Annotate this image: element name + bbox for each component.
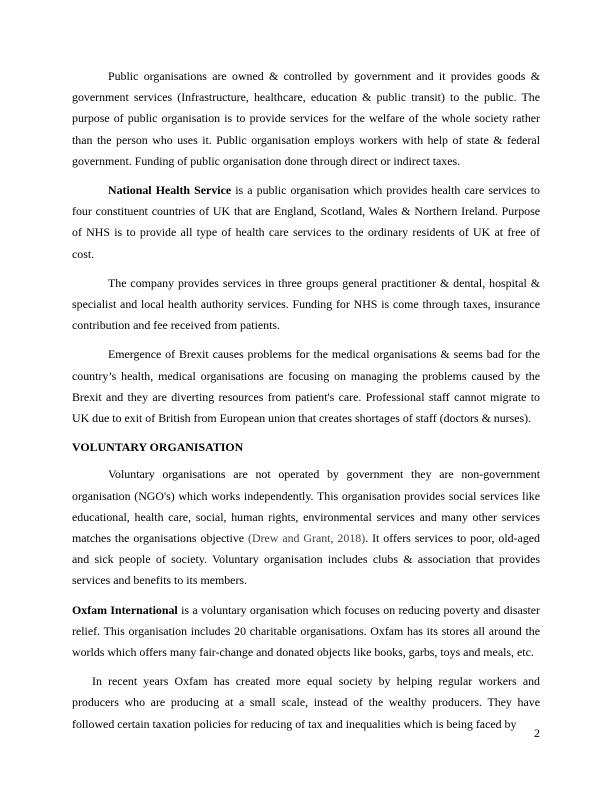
heading-voluntary-organisation: VOLUNTARY ORGANISATION [72,440,244,455]
paragraph-nhs [72,180,540,265]
paragraph-brexit: Emergence of Brexit causes problems for the medical organisations & seems bad for the country’s health, medical organisations are focusing on managing the problems caused by the Brexit and they are diverting resources from patient's care. Professional staff cannot migrate to UK due to exit of British from European union that creates shortages of staff (doctors & nurses). [72,347,540,426]
voluntary-text-end: . It offers services to poor, old-aged and sick people of society. Voluntary organisation includes clubs & association that provides services and benefits to its members. [72,531,540,588]
paragraph-nhs-services: The company provides services in three groups general practitioner & dental, hospital & specialist and local health authority services. Funding for NHS is come through taxes, insurance contribution and fee received from patients. [72,275,540,333]
document-page [72,66,540,735]
page-number: 2 [534,726,540,740]
paragraph-oxfam-recent: In recent years Oxfam has created more equal society by helping regular workers and producers who are producing at a small scale, instead of the wealthy producers. They have followed certain taxation policies for reducing of tax and inequalities which is being faced by [72,674,540,731]
nhs-text: is a public organisation which provides health care services to four constituent countries of UK that are England, Scotland, Wales & Northern Ireland. Purpose of NHS is to provide all type of health care services to the ordinary residents of UK at free of cost. [72,183,540,261]
paragraph-public-organisations: Public organisations are owned & controlled by government and it provides goods & government services (Infrastructure, healthcare, education & public transit) to the public. The purpose of public organisation is to provide services for the welfare of the whole society rather than the person who uses it. Public organisation employs workers with help of state & federal government. Funding of public organisation done through direct or indirect taxes. [72,69,540,168]
nhs-bold-term: National Health Service [108,183,232,198]
voluntary-text-start: Voluntary organisations are not operated by government they are non-government organisation (NGO's) which works independently. This organisation provides social services like educational, health care, social, human rights, environmental services and many other services matches the organisations objective [72,467,540,546]
oxfam-text: is a voluntary organisation which focuses on reducing poverty and disaster relief. This organisation includes 20 charitable organisations. Oxfam has its stores all around the worlds which offers many fair-change and donated objects like books, garbs, toys and meals, etc. [72,602,540,660]
paragraph-oxfam [72,600,540,664]
citation: (Drew and Grant, 2018) [248,531,366,546]
oxfam-bold-term: Oxfam International [72,602,178,617]
paragraph-voluntary-organisations [72,464,540,591]
